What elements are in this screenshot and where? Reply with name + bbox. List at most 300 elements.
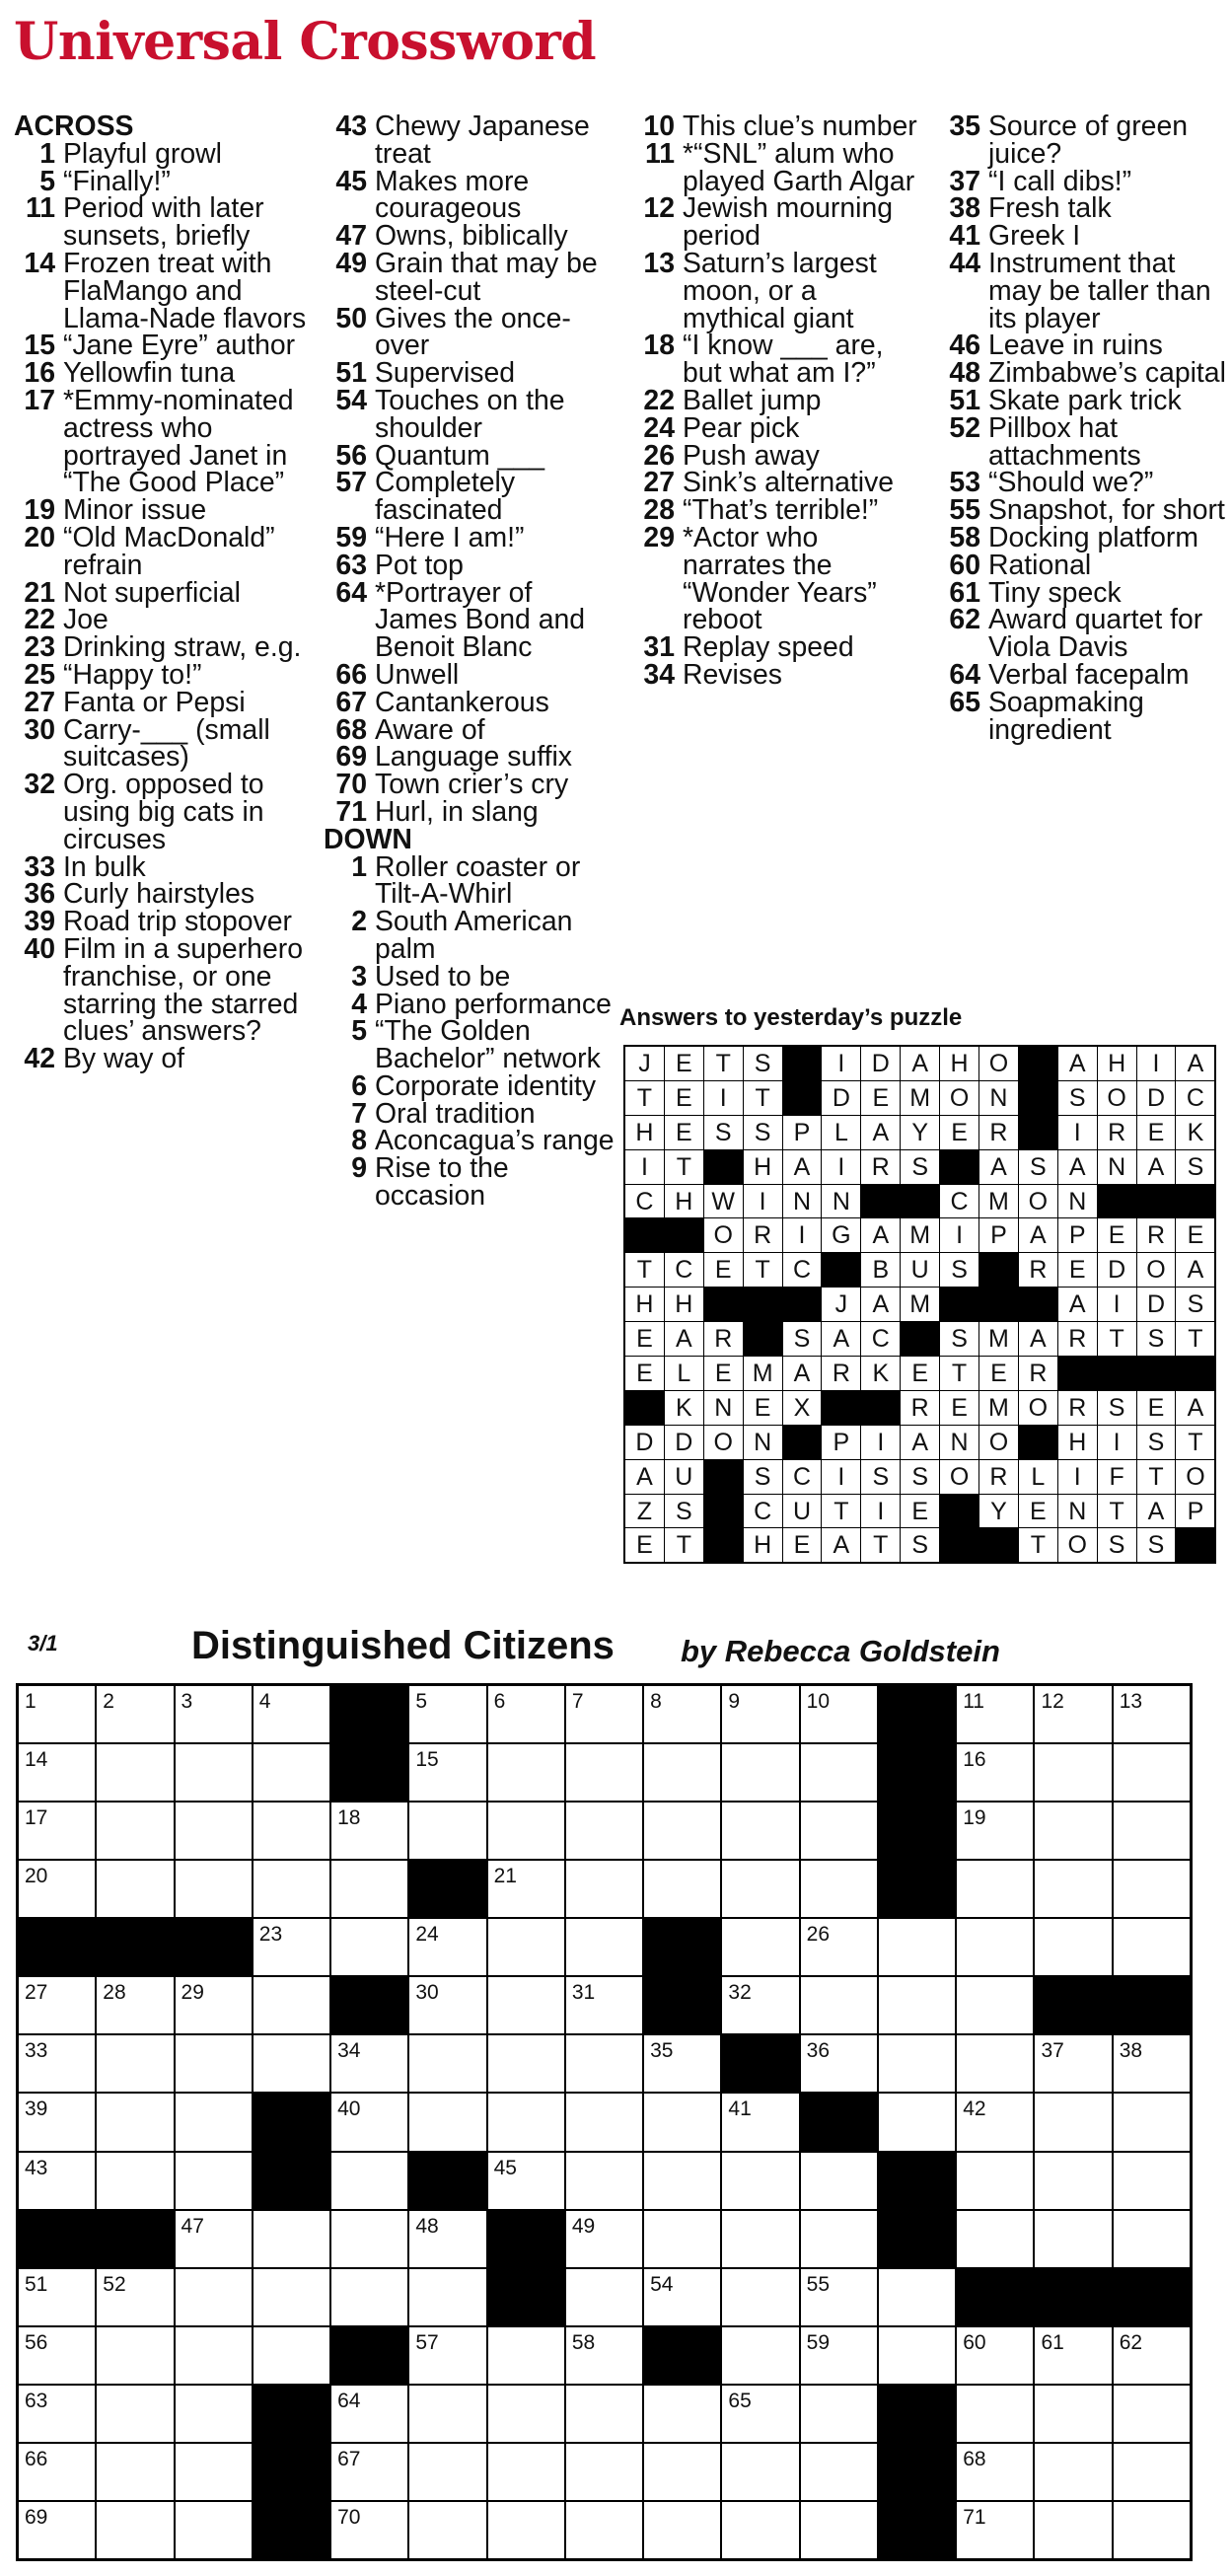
answer-cell: T bbox=[665, 1150, 703, 1184]
grid-cell[interactable] bbox=[1114, 2094, 1190, 2150]
grid-cell[interactable] bbox=[1114, 1861, 1190, 1917]
answer-block bbox=[1019, 1426, 1057, 1459]
grid-cell[interactable] bbox=[19, 2444, 95, 2500]
grid-cell[interactable] bbox=[722, 1744, 798, 1801]
clue-item bbox=[935, 576, 1231, 609]
grid-cell[interactable] bbox=[644, 1686, 720, 1742]
answer-cell: S bbox=[1137, 1528, 1176, 1562]
grid-cell[interactable] bbox=[801, 2444, 877, 2500]
grid-cell[interactable] bbox=[722, 2153, 798, 2209]
grid-cell[interactable] bbox=[331, 2502, 407, 2558]
clue-item bbox=[14, 604, 310, 636]
grid-cell[interactable] bbox=[176, 2035, 252, 2092]
grid-cell[interactable] bbox=[801, 1977, 877, 2033]
grid-cell[interactable] bbox=[957, 2153, 1033, 2209]
clue-number: 6 bbox=[351, 1069, 367, 1102]
grid-cell[interactable] bbox=[488, 2444, 564, 2500]
grid-cell[interactable] bbox=[644, 2211, 720, 2267]
grid-cell[interactable] bbox=[1114, 2035, 1190, 2092]
grid-cell[interactable] bbox=[176, 2153, 252, 2209]
grid-cell[interactable] bbox=[1035, 2327, 1111, 2384]
cell-number: 69 bbox=[25, 2505, 48, 2529]
clue-text: Jewish mourning period bbox=[683, 192, 894, 253]
answer-cell: C bbox=[783, 1253, 822, 1287]
grid-cell[interactable] bbox=[19, 1861, 95, 1917]
clue-number: 1 bbox=[351, 850, 367, 883]
clue-text: Hurl, in slang bbox=[375, 795, 539, 828]
grid-cell[interactable] bbox=[957, 1861, 1033, 1917]
grid-cell[interactable] bbox=[957, 1919, 1033, 1975]
grid-cell[interactable] bbox=[1035, 2502, 1111, 2558]
grid-cell[interactable] bbox=[331, 2153, 407, 2209]
grid-cell[interactable] bbox=[801, 2153, 877, 2209]
clue-item bbox=[324, 1015, 619, 1075]
answer-cell: L bbox=[822, 1116, 860, 1149]
grid-cell[interactable] bbox=[801, 2211, 877, 2267]
answer-cell: I bbox=[1058, 1460, 1097, 1494]
grid-cell[interactable] bbox=[1035, 2386, 1111, 2442]
cell-number: 60 bbox=[963, 2330, 986, 2354]
grid-cell[interactable] bbox=[1035, 1803, 1111, 1859]
answer-cell: T bbox=[625, 1253, 664, 1287]
clue-text: Aware of bbox=[375, 713, 485, 746]
grid-cell[interactable] bbox=[722, 2386, 798, 2442]
grid-cell[interactable] bbox=[566, 1977, 642, 2033]
grid-cell[interactable] bbox=[957, 2386, 1033, 2442]
grid-cell[interactable] bbox=[488, 1803, 564, 1859]
grid-cell[interactable] bbox=[566, 2211, 642, 2267]
grid-cell[interactable] bbox=[957, 2211, 1033, 2267]
grid-cell[interactable] bbox=[801, 2035, 877, 2092]
clue-item bbox=[14, 686, 310, 718]
grid-cell[interactable] bbox=[722, 1686, 798, 1742]
grid-cell[interactable] bbox=[488, 2502, 564, 2558]
cell-number: 17 bbox=[25, 1806, 48, 1830]
cell-number: 7 bbox=[571, 1690, 584, 1713]
grid-cell[interactable] bbox=[331, 2094, 407, 2150]
clue-item bbox=[14, 713, 310, 773]
clue-number: 57 bbox=[335, 467, 367, 499]
grid-cell[interactable] bbox=[19, 2386, 95, 2442]
grid-cell[interactable] bbox=[176, 2444, 252, 2500]
grid-cell[interactable] bbox=[97, 1861, 173, 1917]
clue-text: Ballet jump bbox=[683, 384, 822, 416]
grid-cell[interactable] bbox=[97, 2386, 173, 2442]
grid-cell[interactable] bbox=[97, 2444, 173, 2500]
page-title: Universal Crossword bbox=[14, 12, 597, 72]
grid-cell[interactable] bbox=[97, 2094, 173, 2150]
answer-cell: M bbox=[979, 1185, 1018, 1218]
grid-cell[interactable] bbox=[801, 2386, 877, 2442]
answer-cell: O bbox=[1098, 1081, 1136, 1115]
answer-cell: I bbox=[822, 1047, 860, 1080]
clue-number: 29 bbox=[643, 521, 675, 553]
answer-cell: A bbox=[822, 1322, 860, 1356]
grid-cell[interactable] bbox=[488, 1744, 564, 1801]
grid-cell[interactable] bbox=[488, 2094, 564, 2150]
grid-cell[interactable] bbox=[176, 2386, 252, 2442]
grid-cell[interactable] bbox=[644, 2386, 720, 2442]
grid-cell[interactable] bbox=[722, 1919, 798, 1975]
answer-block bbox=[1058, 1357, 1097, 1390]
grid-cell[interactable] bbox=[957, 1744, 1033, 1801]
grid-cell[interactable] bbox=[879, 1977, 955, 2033]
grid-cell[interactable] bbox=[19, 1744, 95, 1801]
clue-number: 60 bbox=[949, 549, 980, 581]
grid-block bbox=[97, 2211, 173, 2267]
grid-cell[interactable] bbox=[1035, 2035, 1111, 2092]
grid-cell[interactable] bbox=[1114, 1744, 1190, 1801]
grid-cell[interactable] bbox=[1114, 1803, 1190, 1859]
clue-text: Award quartet for Viola Davis bbox=[988, 604, 1203, 664]
grid-cell[interactable] bbox=[97, 1977, 173, 2033]
grid-cell[interactable] bbox=[722, 2269, 798, 2325]
grid-cell[interactable] bbox=[19, 2269, 95, 2325]
grid-cell[interactable] bbox=[488, 2386, 564, 2442]
grid-cell[interactable] bbox=[254, 1861, 329, 1917]
grid-cell[interactable] bbox=[1035, 1861, 1111, 1917]
clue-number: 41 bbox=[949, 220, 980, 253]
grid-cell[interactable] bbox=[254, 1919, 329, 1975]
answer-cell: Y bbox=[979, 1495, 1018, 1528]
clue-text: Touches on the shoulder bbox=[375, 384, 565, 444]
grid-cell[interactable] bbox=[97, 1803, 173, 1859]
grid-cell[interactable] bbox=[97, 1744, 173, 1801]
grid-block bbox=[644, 2327, 720, 2384]
grid-cell[interactable] bbox=[1035, 2153, 1111, 2209]
grid-cell[interactable] bbox=[488, 2035, 564, 2092]
grid-cell[interactable] bbox=[331, 1803, 407, 1859]
cell-number: 71 bbox=[963, 2505, 986, 2529]
grid-cell[interactable] bbox=[176, 2269, 252, 2325]
grid-cell[interactable] bbox=[19, 2153, 95, 2209]
grid-cell[interactable] bbox=[176, 2094, 252, 2150]
grid-cell[interactable] bbox=[722, 2502, 798, 2558]
grid-cell[interactable] bbox=[97, 2035, 173, 2092]
answer-cell: I bbox=[940, 1218, 978, 1252]
grid-cell[interactable] bbox=[722, 2094, 798, 2150]
answer-block bbox=[979, 1288, 1018, 1321]
grid-cell[interactable] bbox=[566, 2327, 642, 2384]
grid-cell[interactable] bbox=[566, 1919, 642, 1975]
clue-text: Piano performance bbox=[375, 988, 612, 1020]
grid-cell[interactable] bbox=[488, 1977, 564, 2033]
grid-cell[interactable] bbox=[1035, 2094, 1111, 2150]
grid-cell[interactable] bbox=[1114, 2327, 1190, 2384]
grid-cell[interactable] bbox=[176, 1744, 252, 1801]
answer-cell: D bbox=[822, 1081, 860, 1115]
grid-cell[interactable] bbox=[488, 2153, 564, 2209]
answer-cell: K bbox=[1176, 1116, 1214, 1149]
grid-cell[interactable] bbox=[566, 2094, 642, 2150]
grid-cell[interactable] bbox=[1035, 1919, 1111, 1975]
grid-cell[interactable] bbox=[801, 2502, 877, 2558]
grid-cell[interactable] bbox=[409, 1977, 485, 2033]
clue-number: 64 bbox=[335, 576, 367, 609]
clue-item bbox=[629, 192, 925, 253]
grid-cell[interactable] bbox=[1114, 1919, 1190, 1975]
grid-cell[interactable] bbox=[566, 2153, 642, 2209]
answer-cell: E bbox=[1098, 1218, 1136, 1252]
grid-cell[interactable] bbox=[801, 1861, 877, 1917]
grid-cell[interactable] bbox=[957, 2094, 1033, 2150]
grid-cell[interactable] bbox=[722, 2327, 798, 2384]
grid-cell[interactable] bbox=[644, 2444, 720, 2500]
clue-number: 1 bbox=[39, 137, 55, 170]
grid-cell[interactable] bbox=[19, 2327, 95, 2384]
grid-cell[interactable] bbox=[722, 1803, 798, 1859]
grid-cell[interactable] bbox=[19, 1686, 95, 1742]
clue-item bbox=[324, 658, 619, 691]
grid-cell[interactable] bbox=[722, 2211, 798, 2267]
clue-number: 54 bbox=[335, 384, 367, 416]
answer-cell: M bbox=[901, 1081, 939, 1115]
clue-number: 39 bbox=[24, 906, 55, 938]
grid-cell[interactable] bbox=[566, 2444, 642, 2500]
answer-cell: S bbox=[744, 1116, 782, 1149]
clue-number: 43 bbox=[335, 110, 367, 142]
grid-cell[interactable] bbox=[331, 2269, 407, 2325]
answer-cell: O bbox=[979, 1047, 1018, 1080]
grid-cell[interactable] bbox=[19, 1977, 95, 2033]
grid-cell[interactable] bbox=[409, 1803, 485, 1859]
grid-cell[interactable] bbox=[644, 2269, 720, 2325]
clue-item bbox=[935, 549, 1231, 581]
grid-cell[interactable] bbox=[19, 2094, 95, 2150]
clue-item bbox=[324, 110, 619, 170]
answer-block bbox=[901, 1185, 939, 1218]
grid-cell[interactable] bbox=[801, 1919, 877, 1975]
grid-cell[interactable] bbox=[957, 2035, 1033, 2092]
cell-number: 4 bbox=[258, 1690, 271, 1713]
clue-number: 27 bbox=[24, 686, 55, 718]
clue-text: “Happy to!” bbox=[63, 658, 202, 691]
grid-cell[interactable] bbox=[566, 2035, 642, 2092]
grid-cell[interactable] bbox=[331, 2444, 407, 2500]
grid-cell[interactable] bbox=[801, 2327, 877, 2384]
grid-cell[interactable] bbox=[957, 1977, 1033, 2033]
grid-cell[interactable] bbox=[176, 1861, 252, 1917]
grid-cell[interactable] bbox=[1035, 2211, 1111, 2267]
grid-cell[interactable] bbox=[409, 2327, 485, 2384]
grid-cell[interactable] bbox=[176, 1977, 252, 2033]
cell-number: 62 bbox=[1119, 2330, 1143, 2354]
grid-block bbox=[488, 2211, 564, 2267]
grid-cell[interactable] bbox=[644, 2502, 720, 2558]
grid-cell[interactable] bbox=[566, 2269, 642, 2325]
grid-cell[interactable] bbox=[19, 2035, 95, 2092]
clue-item bbox=[14, 494, 310, 527]
grid-cell[interactable] bbox=[254, 2211, 329, 2267]
grid-cell[interactable] bbox=[879, 2269, 955, 2325]
grid-cell[interactable] bbox=[722, 1861, 798, 1917]
grid-cell[interactable] bbox=[176, 1686, 252, 1742]
answer-cell: A bbox=[901, 1426, 939, 1459]
answer-cell: S bbox=[1176, 1150, 1214, 1184]
grid-cell[interactable] bbox=[254, 2269, 329, 2325]
down-heading: DOWN bbox=[324, 823, 412, 855]
grid-cell[interactable] bbox=[722, 1977, 798, 2033]
answer-cell: H bbox=[744, 1528, 782, 1562]
grid-cell[interactable] bbox=[801, 2269, 877, 2325]
cell-number: 41 bbox=[728, 2098, 752, 2121]
grid-cell[interactable] bbox=[254, 1744, 329, 1801]
cell-number: 35 bbox=[650, 2039, 674, 2063]
grid-cell[interactable] bbox=[176, 1803, 252, 1859]
grid-cell[interactable] bbox=[331, 2386, 407, 2442]
cell-number: 54 bbox=[650, 2272, 674, 2296]
grid-cell[interactable] bbox=[1114, 2211, 1190, 2267]
grid-cell[interactable] bbox=[879, 2094, 955, 2150]
grid-cell[interactable] bbox=[566, 1744, 642, 1801]
grid-cell[interactable] bbox=[957, 1803, 1033, 1859]
grid-block bbox=[1035, 2269, 1111, 2325]
grid-block bbox=[879, 1744, 955, 1801]
grid-cell[interactable] bbox=[409, 2269, 485, 2325]
grid-cell[interactable] bbox=[488, 1919, 564, 1975]
grid-cell[interactable] bbox=[644, 2094, 720, 2150]
grid-cell[interactable] bbox=[566, 2386, 642, 2442]
grid-cell[interactable] bbox=[254, 2327, 329, 2384]
grid-cell[interactable] bbox=[879, 2035, 955, 2092]
answer-cell: D bbox=[1137, 1288, 1176, 1321]
answer-cell: N bbox=[979, 1081, 1018, 1115]
clue-column-3 bbox=[629, 110, 925, 691]
answer-cell: S bbox=[940, 1322, 978, 1356]
grid-cell[interactable] bbox=[409, 2094, 485, 2150]
clue-text: Replay speed bbox=[683, 631, 854, 664]
grid-cell[interactable] bbox=[409, 2386, 485, 2442]
clue-number: 45 bbox=[335, 165, 367, 197]
grid-cell[interactable] bbox=[176, 2327, 252, 2384]
grid-cell[interactable] bbox=[488, 2327, 564, 2384]
grid-cell[interactable] bbox=[957, 2444, 1033, 2500]
clue-text: Revises bbox=[683, 658, 782, 691]
answer-cell: A bbox=[625, 1460, 664, 1494]
cell-number: 8 bbox=[650, 1690, 662, 1713]
grid-cell[interactable] bbox=[409, 2035, 485, 2092]
grid-cell[interactable] bbox=[97, 2269, 173, 2325]
grid-cell[interactable] bbox=[176, 2211, 252, 2267]
answer-cell: E bbox=[704, 1357, 743, 1390]
grid-cell[interactable] bbox=[331, 2035, 407, 2092]
cell-number: 52 bbox=[103, 2272, 126, 2296]
grid-cell[interactable] bbox=[566, 1861, 642, 1917]
clue-text: Org. opposed to using big cats in circuses bbox=[63, 769, 264, 855]
clue-text: Pot top bbox=[375, 549, 464, 581]
grid-cell[interactable] bbox=[488, 1861, 564, 1917]
grid-block bbox=[879, 1686, 955, 1742]
cell-number: 67 bbox=[337, 2447, 361, 2470]
grid-cell[interactable] bbox=[97, 2502, 173, 2558]
grid-cell[interactable] bbox=[957, 2502, 1033, 2558]
grid-cell[interactable] bbox=[19, 2502, 95, 2558]
answer-cell: I bbox=[822, 1150, 860, 1184]
grid-cell[interactable] bbox=[254, 1686, 329, 1742]
clue-item bbox=[935, 110, 1231, 170]
grid-cell[interactable] bbox=[1035, 2444, 1111, 2500]
grid-cell[interactable] bbox=[331, 1919, 407, 1975]
grid-cell[interactable] bbox=[801, 1744, 877, 1801]
cell-number: 12 bbox=[1041, 1690, 1064, 1713]
grid-cell[interactable] bbox=[409, 1919, 485, 1975]
clue-item bbox=[629, 247, 925, 334]
grid-cell[interactable] bbox=[1114, 2502, 1190, 2558]
grid-cell[interactable] bbox=[644, 1744, 720, 1801]
clue-text: Joe bbox=[63, 604, 109, 636]
grid-cell[interactable] bbox=[1035, 1744, 1111, 1801]
grid-cell[interactable] bbox=[644, 2153, 720, 2209]
clue-number: 26 bbox=[643, 439, 675, 472]
cell-number: 2 bbox=[103, 1690, 114, 1713]
answer-cell: C bbox=[1176, 1081, 1214, 1115]
grid-cell[interactable] bbox=[488, 1686, 564, 1742]
grid-cell[interactable] bbox=[566, 1686, 642, 1742]
grid-cell[interactable] bbox=[1114, 2386, 1190, 2442]
grid-cell[interactable] bbox=[176, 2502, 252, 2558]
grid-cell[interactable] bbox=[957, 1686, 1033, 1742]
grid-cell[interactable] bbox=[409, 2502, 485, 2558]
grid-cell[interactable] bbox=[409, 1686, 485, 1742]
grid-cell[interactable] bbox=[254, 1977, 329, 2033]
grid-cell[interactable] bbox=[957, 2327, 1033, 2384]
clue-number: 15 bbox=[24, 330, 55, 362]
grid-cell[interactable] bbox=[254, 2035, 329, 2092]
grid-cell[interactable] bbox=[331, 2211, 407, 2267]
grid-cell[interactable] bbox=[1114, 2444, 1190, 2500]
grid-cell[interactable] bbox=[409, 1744, 485, 1801]
grid-cell[interactable] bbox=[644, 1861, 720, 1917]
answer-cell: T bbox=[625, 1081, 664, 1115]
grid-cell[interactable] bbox=[254, 1803, 329, 1859]
grid-cell[interactable] bbox=[566, 1803, 642, 1859]
grid-cell[interactable] bbox=[801, 1803, 877, 1859]
grid-cell[interactable] bbox=[97, 1686, 173, 1742]
clue-item bbox=[324, 439, 619, 472]
answer-cell: N bbox=[704, 1391, 743, 1425]
clue-item bbox=[324, 906, 619, 965]
clue-text: Quantum ___ bbox=[375, 439, 545, 472]
grid-cell[interactable] bbox=[644, 2035, 720, 2092]
grid-cell[interactable] bbox=[19, 1803, 95, 1859]
answer-cell: E bbox=[901, 1357, 939, 1390]
grid-cell[interactable] bbox=[644, 1803, 720, 1859]
grid-cell[interactable] bbox=[1035, 1686, 1111, 1742]
grid-cell[interactable] bbox=[97, 2153, 173, 2209]
grid-cell[interactable] bbox=[97, 2327, 173, 2384]
grid-cell[interactable] bbox=[331, 1861, 407, 1917]
clue-text: Owns, biblically bbox=[375, 220, 568, 253]
grid-cell[interactable] bbox=[409, 2444, 485, 2500]
grid-cell[interactable] bbox=[801, 1686, 877, 1742]
grid-cell[interactable] bbox=[1114, 1686, 1190, 1742]
clue-number: 10 bbox=[643, 110, 675, 142]
cell-number: 59 bbox=[806, 2330, 831, 2354]
clue-item bbox=[935, 165, 1231, 197]
clue-item bbox=[324, 1097, 619, 1130]
grid-cell[interactable] bbox=[409, 2211, 485, 2267]
cell-number: 70 bbox=[337, 2505, 361, 2529]
grid-cell[interactable] bbox=[722, 2444, 798, 2500]
answer-cell: E bbox=[1019, 1495, 1057, 1528]
grid-cell[interactable] bbox=[879, 2327, 955, 2384]
grid-cell[interactable] bbox=[566, 2502, 642, 2558]
grid-cell[interactable] bbox=[1114, 2153, 1190, 2209]
grid-cell[interactable] bbox=[879, 1919, 955, 1975]
grid-block bbox=[957, 2269, 1033, 2325]
answer-cell: E bbox=[625, 1528, 664, 1562]
grid-block bbox=[722, 2035, 798, 2092]
